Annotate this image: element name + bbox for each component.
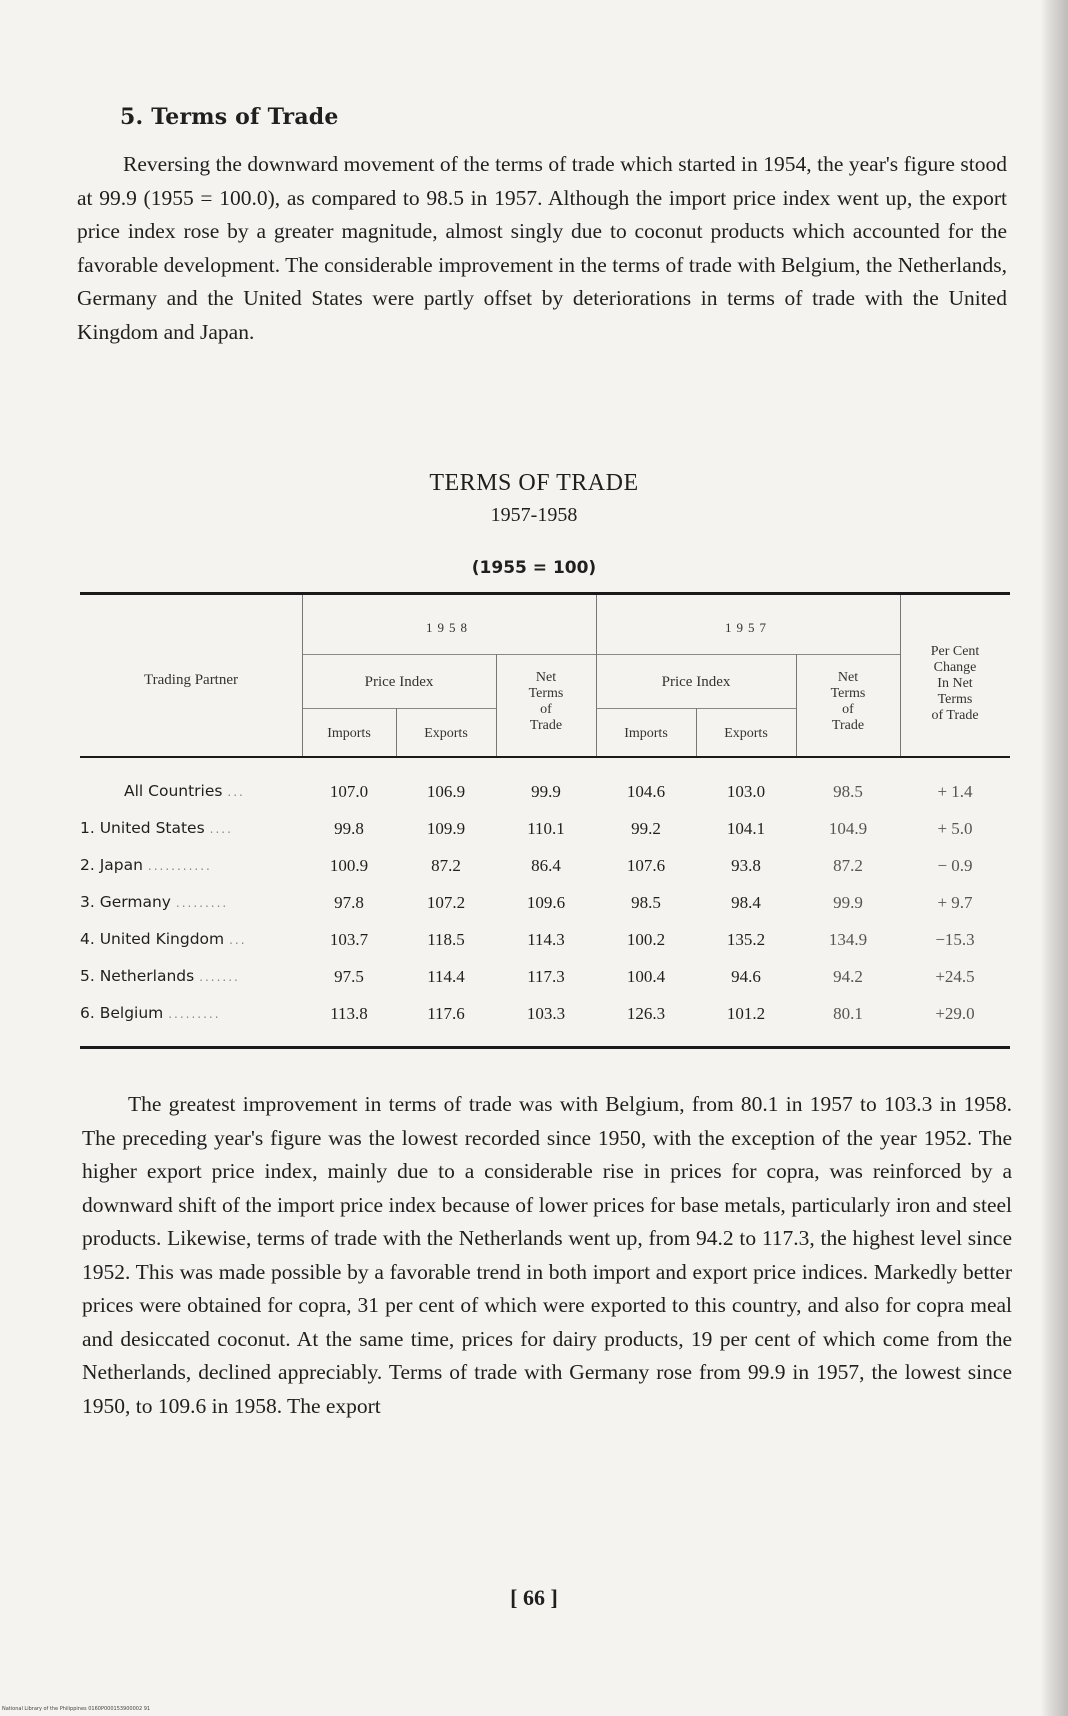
table-years: 1957-1958 bbox=[490, 504, 578, 526]
imports-1958: 113.8 bbox=[330, 1004, 368, 1023]
header-price-index-1958: Price Index bbox=[364, 674, 434, 690]
exports-1957: 98.4 bbox=[731, 893, 761, 912]
exports-1957: 101.2 bbox=[726, 1004, 766, 1023]
table-title: TERMS OF TRADE bbox=[429, 470, 639, 496]
per-cent-change: + 5.0 bbox=[937, 819, 973, 838]
analysis-paragraph: The greatest improvement in terms of trade was with Belgium, from 80.1 in 1957 to 103.3 in 1958. The preceding year's figure was the lowest recorded since 1950, with the exception of the year 1952. The higher export price index, mainly due to a considerable rise in prices for copra, was reinforced by a downward shift of the import price index because of lower prices for base metals, particularly iron and steel products. Likewise, terms of trade with the Netherlands went up, from 94.2 to 117.3, the highest level since 1952. This was made possible by a favorable trend in both import and export price indices. Markedly better prices were obtained for copra, 31 per cent of which were exported to this country, and also for copra meal and desiccated coconut. At the same time, prices for dairy products, 19 per cent of which come from the Netherlands, declined appreciably. Terms of trade with Germany rose from 99.9 in 1957, the lowest since 1950, to 109.6 in 1958. The export bbox=[82, 1092, 1012, 1418]
table-bottom-rule bbox=[80, 1046, 1010, 1049]
imports-1957: 99.2 bbox=[631, 819, 661, 838]
header-net-terms-1957: Net Terms of Trade bbox=[830, 670, 866, 733]
partner-name: 1. United States bbox=[80, 819, 205, 837]
header-imports-1957: Imports bbox=[624, 726, 668, 741]
table-row bbox=[80, 856, 1010, 892]
net-terms-1957: 98.5 bbox=[833, 782, 863, 801]
net-terms-1958: 109.6 bbox=[526, 893, 566, 912]
header-exports-1958: Exports bbox=[424, 726, 468, 741]
archive-footer: National Library of the Philippines 0160P000153900002 91 bbox=[2, 1706, 151, 1712]
imports-1958: 107.0 bbox=[329, 782, 369, 801]
intro-paragraph: Reversing the downward movement of the terms of trade which started in 1954, the year's figure stood at 99.9 (1955 = 100.0), as compared to 98.5 in 1957. Although the import price index went up, the export price index rose by a greater magnitude, almost singly due to coconut products which accounted for the favorable development. The considerable improvement in the terms of trade with Belgium, the Netherlands, Germany and the United States were partly offset by deteriorations in terms of trade with the United Kingdom and Japan. bbox=[77, 152, 1007, 344]
partner-name: All Countries bbox=[124, 782, 223, 800]
price-index-rule-1958 bbox=[302, 708, 496, 709]
header-exports-1957: Exports bbox=[724, 726, 768, 741]
leader-dots: ........... bbox=[147, 859, 212, 873]
exports-1958: 117.6 bbox=[427, 1004, 465, 1023]
partner-name: 6. Belgium bbox=[80, 1004, 164, 1022]
imports-1958: 100.9 bbox=[329, 856, 369, 875]
imports-1958: 97.5 bbox=[334, 967, 364, 986]
table-row bbox=[80, 819, 1010, 855]
header-year-1958: 1958 bbox=[426, 620, 472, 635]
header-year-1957: 1957 bbox=[725, 620, 771, 635]
page-edge-shadow bbox=[1042, 0, 1068, 1716]
exports-1958: 114.4 bbox=[427, 967, 465, 986]
header-imports-1958: Imports bbox=[327, 726, 371, 741]
imports-1957: 107.6 bbox=[626, 856, 666, 875]
imports-1957: 100.4 bbox=[626, 967, 666, 986]
imports-1957: 104.6 bbox=[626, 782, 666, 801]
net-terms-1958: 86.4 bbox=[531, 856, 561, 875]
per-cent-change: − 0.9 bbox=[937, 856, 973, 875]
leader-dots: ......... bbox=[168, 1007, 221, 1021]
table-base: (1955 = 100) bbox=[471, 558, 597, 578]
exports-1957: 104.1 bbox=[726, 819, 766, 838]
per-cent-change: +24.5 bbox=[935, 967, 975, 986]
net-terms-1957: 104.9 bbox=[828, 819, 868, 838]
leader-dots: ....... bbox=[199, 970, 240, 984]
terms-of-trade-table bbox=[80, 592, 1010, 1052]
year-divider-rule bbox=[302, 654, 900, 655]
leader-dots: ... bbox=[229, 933, 247, 947]
imports-1958: 97.8 bbox=[334, 893, 364, 912]
table-row bbox=[80, 1004, 1010, 1040]
imports-1958: 99.8 bbox=[334, 819, 364, 838]
exports-1958: 109.9 bbox=[426, 819, 466, 838]
per-cent-change: + 9.7 bbox=[937, 893, 973, 912]
net-terms-1958: 103.3 bbox=[526, 1004, 566, 1023]
exports-1958: 107.2 bbox=[426, 893, 466, 912]
per-cent-change: +29.0 bbox=[935, 1004, 975, 1023]
table-row bbox=[80, 930, 1010, 966]
net-terms-1958: 117.3 bbox=[527, 967, 565, 986]
imports-1958: 103.7 bbox=[329, 930, 369, 949]
partner-name: 2. Japan bbox=[80, 856, 143, 874]
per-cent-change: + 1.4 bbox=[937, 782, 973, 801]
exports-1957: 94.6 bbox=[731, 967, 761, 986]
table-row bbox=[80, 893, 1010, 929]
table-row bbox=[80, 967, 1010, 1003]
header-bottom-rule bbox=[80, 756, 1010, 758]
exports-1957: 93.8 bbox=[731, 856, 761, 875]
exports-1958: 106.9 bbox=[426, 782, 466, 801]
imports-1957: 98.5 bbox=[631, 893, 661, 912]
leader-dots: .... bbox=[209, 822, 233, 836]
header-per-cent-change: Per Cent Change In Net Terms of Trade bbox=[930, 644, 980, 723]
net-terms-1957: 80.1 bbox=[833, 1004, 863, 1023]
per-cent-change: −15.3 bbox=[935, 930, 975, 949]
partner-name: 4. United Kingdom bbox=[80, 930, 225, 948]
net-terms-1957: 134.9 bbox=[828, 930, 868, 949]
net-terms-1957: 87.2 bbox=[833, 856, 863, 875]
exports-1958: 87.2 bbox=[431, 856, 461, 875]
partner-name: 5. Netherlands bbox=[80, 967, 195, 985]
net-terms-1958: 110.1 bbox=[527, 819, 565, 838]
exports-1958: 118.5 bbox=[427, 930, 465, 949]
exports-1957: 103.0 bbox=[726, 782, 766, 801]
page-number: [ 66 ] bbox=[510, 1585, 558, 1610]
section-heading: 5. Terms of Trade bbox=[120, 104, 339, 130]
header-trading-partner: Trading Partner bbox=[143, 672, 239, 688]
table-row bbox=[80, 782, 1010, 818]
leader-dots: ......... bbox=[175, 896, 229, 910]
leader-dots: ... bbox=[227, 785, 245, 799]
imports-1957: 100.2 bbox=[626, 930, 666, 949]
table-top-rule bbox=[80, 592, 1010, 595]
imports-1957: 126.3 bbox=[626, 1004, 666, 1023]
net-terms-1958: 99.9 bbox=[531, 782, 561, 801]
partner-name: 3. Germany bbox=[80, 893, 171, 911]
net-terms-1957: 94.2 bbox=[833, 967, 863, 986]
exports-1957: 135.2 bbox=[726, 930, 766, 949]
net-terms-1957: 99.9 bbox=[833, 893, 863, 912]
header-net-terms-1958: Net Terms of Trade bbox=[528, 670, 564, 733]
header-price-index-1957: Price Index bbox=[661, 674, 731, 690]
net-terms-1958: 114.3 bbox=[527, 930, 565, 949]
